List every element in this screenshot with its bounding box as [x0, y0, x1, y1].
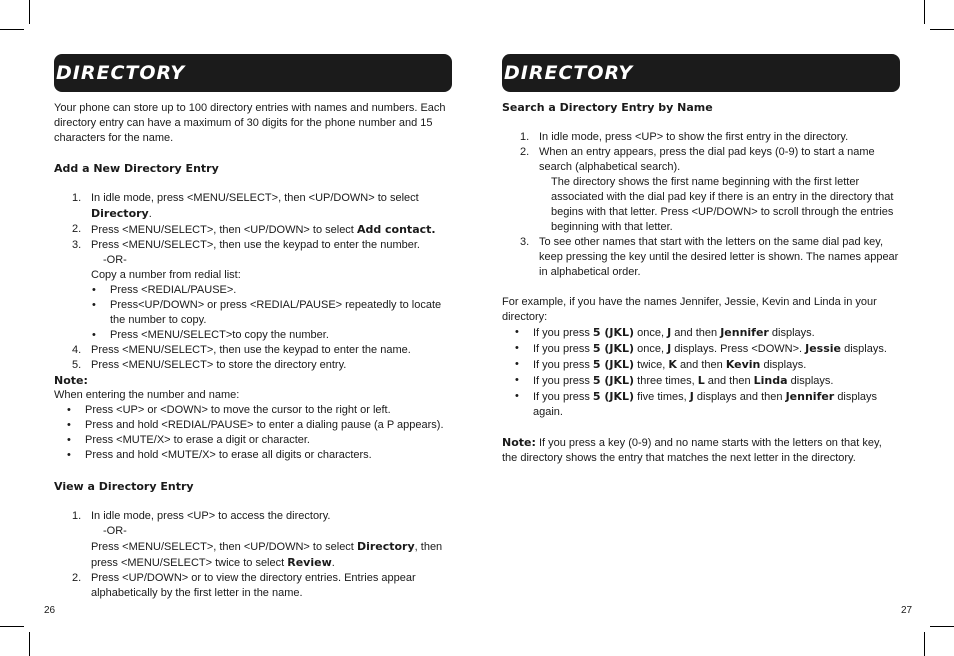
note-text: If you press a key (0-9) and no name starts with the letters on that key, the directory shows the entry that matches the next letter in the directory.: [502, 437, 882, 464]
list-item: • Press <MENU/SELECT>to copy the number.: [92, 329, 329, 341]
left-page: [54, 54, 452, 601]
list-item: • If you press 5 (JKL) twice, K and then Kevin displays.: [515, 358, 807, 371]
list-item: • Press and hold <MUTE/X> to erase all digits or characters.: [67, 449, 372, 461]
example-list: [502, 325, 900, 420]
right-page: [502, 54, 900, 466]
list-item: • Press and hold <REDIAL/PAUSE> to enter a dialing pause (a P appears).: [67, 419, 444, 431]
alt-instruction: Press <MENU/SELECT>, then <UP/DOWN> to select Directory, then press <MENU/SELECT> twice to select Review.: [91, 540, 443, 569]
list-item: • If you press 5 (JKL) once, J displays. Press <DOWN>. Jessie displays.: [515, 342, 887, 355]
crop-mark: [29, 632, 30, 656]
crop-mark: [930, 29, 954, 30]
example-intro: For example, if you have the names Jennifer, Jessie, Kevin and Linda in your directory:: [502, 296, 877, 323]
list-item: 2. Press <MENU/SELECT>, then <UP/DOWN> to select Add contact.: [72, 223, 436, 236]
list-item: • Press<UP/DOWN> or press <REDIAL/PAUSE> repeatedly to locate the number to copy.: [92, 299, 442, 326]
search-steps: [502, 130, 900, 280]
view-entry-steps: [54, 509, 452, 601]
crop-mark: [930, 626, 954, 627]
list-item: 1. In idle mode, press <UP> to show the first entry in the directory.: [520, 131, 849, 143]
note-intro: When entering the number and name:: [54, 389, 240, 401]
list-item: 5. Press <MENU/SELECT> to store the directory entry.: [72, 359, 347, 371]
list-item: 3. To see other names that start with the letters on the same dial pad key, keep pressing the key until the desired letter is shown. The names appear in alphabetical order.: [520, 236, 899, 278]
list-item: 1. In idle mode, press <UP> to access the directory. -OR- Press <MENU/SELECT>, then <UP/DOWN> to select Directory, then press <MENU/SELECT> twice to select Review.: [54, 509, 452, 571]
copy-label: Copy a number from redial list:: [91, 269, 241, 281]
list-item: • Press <UP> or <DOWN> to move the cursor to the right or left.: [67, 404, 391, 416]
step-detail: The directory shows the first name beginning with the first letter associated with the dial pad key if there is an entry in the directory that begins with that letter. Press <UP/DOWN> to scroll through the entries beginning with that letter.: [551, 176, 894, 233]
or-separator: -OR-: [103, 525, 127, 537]
list-item: 2. When an entry appears, press the dial pad keys (0-9) to start a name search (alphabetical search). The directory shows the first name beginning with the first letter associated with the dial pad key if there is an entry in the directory that begins with that letter. Press <UP/DOWN> to scroll through the entries beginning with that letter.: [502, 145, 900, 235]
view-entry-heading: View a Directory Entry: [54, 480, 194, 493]
list-item: • Press <MUTE/X> to erase a digit or character.: [67, 434, 310, 446]
note-paragraph: [502, 435, 900, 466]
list-item: 1. In idle mode, press <MENU/SELECT>, then <UP/DOWN> to select Directory.: [72, 192, 419, 220]
add-entry-heading: Add a New Directory Entry: [54, 162, 219, 175]
note-label: Note:: [502, 436, 536, 449]
intro-paragraph: Your phone can store up to 100 directory entries with names and numbers. Each directory entry can have a maximum of 30 digits for the phone number and 15 characters for the name.: [54, 102, 446, 144]
crop-mark: [924, 632, 925, 656]
crop-mark: [0, 626, 24, 627]
list-item: • If you press 5 (JKL) five times, J displays and then Jennifer displays again.: [515, 390, 878, 418]
copy-steps: [91, 283, 452, 343]
crop-mark: [0, 29, 24, 30]
add-entry-steps: [54, 191, 452, 373]
note-label: Note:: [54, 374, 88, 387]
or-separator: -OR-: [103, 254, 127, 266]
section-banner: DIRECTORY: [502, 54, 900, 92]
crop-mark: [924, 0, 925, 24]
list-item: • If you press 5 (JKL) once, J and then Jennifer displays.: [515, 326, 815, 339]
list-item: • Press <REDIAL/PAUSE>.: [92, 284, 237, 296]
list-item: 2. Press <UP/DOWN> or to view the directory entries. Entries appear alphabetically by the first letter in the name.: [72, 572, 416, 599]
search-heading: Search a Directory Entry by Name: [502, 101, 713, 114]
list-item: • If you press 5 (JKL) three times, L and then Linda displays.: [515, 374, 834, 387]
list-item: 4. Press <MENU/SELECT>, then use the keypad to enter the name.: [72, 344, 411, 356]
page-number: 26: [44, 605, 56, 616]
crop-mark: [29, 0, 30, 24]
list-item: 3. Press <MENU/SELECT>, then use the keypad to enter the number. -OR- Copy a number from redial list: • Press <REDIAL/PAUSE>. • Press<UP/DOWN> or press <REDIAL/PAUSE> repeatedly to locate the number to copy. • Press <MENU/SELECT>to copy the number.: [54, 238, 452, 343]
page-number: 27: [901, 605, 913, 616]
section-banner: DIRECTORY: [54, 54, 452, 92]
note-list: [54, 403, 452, 463]
